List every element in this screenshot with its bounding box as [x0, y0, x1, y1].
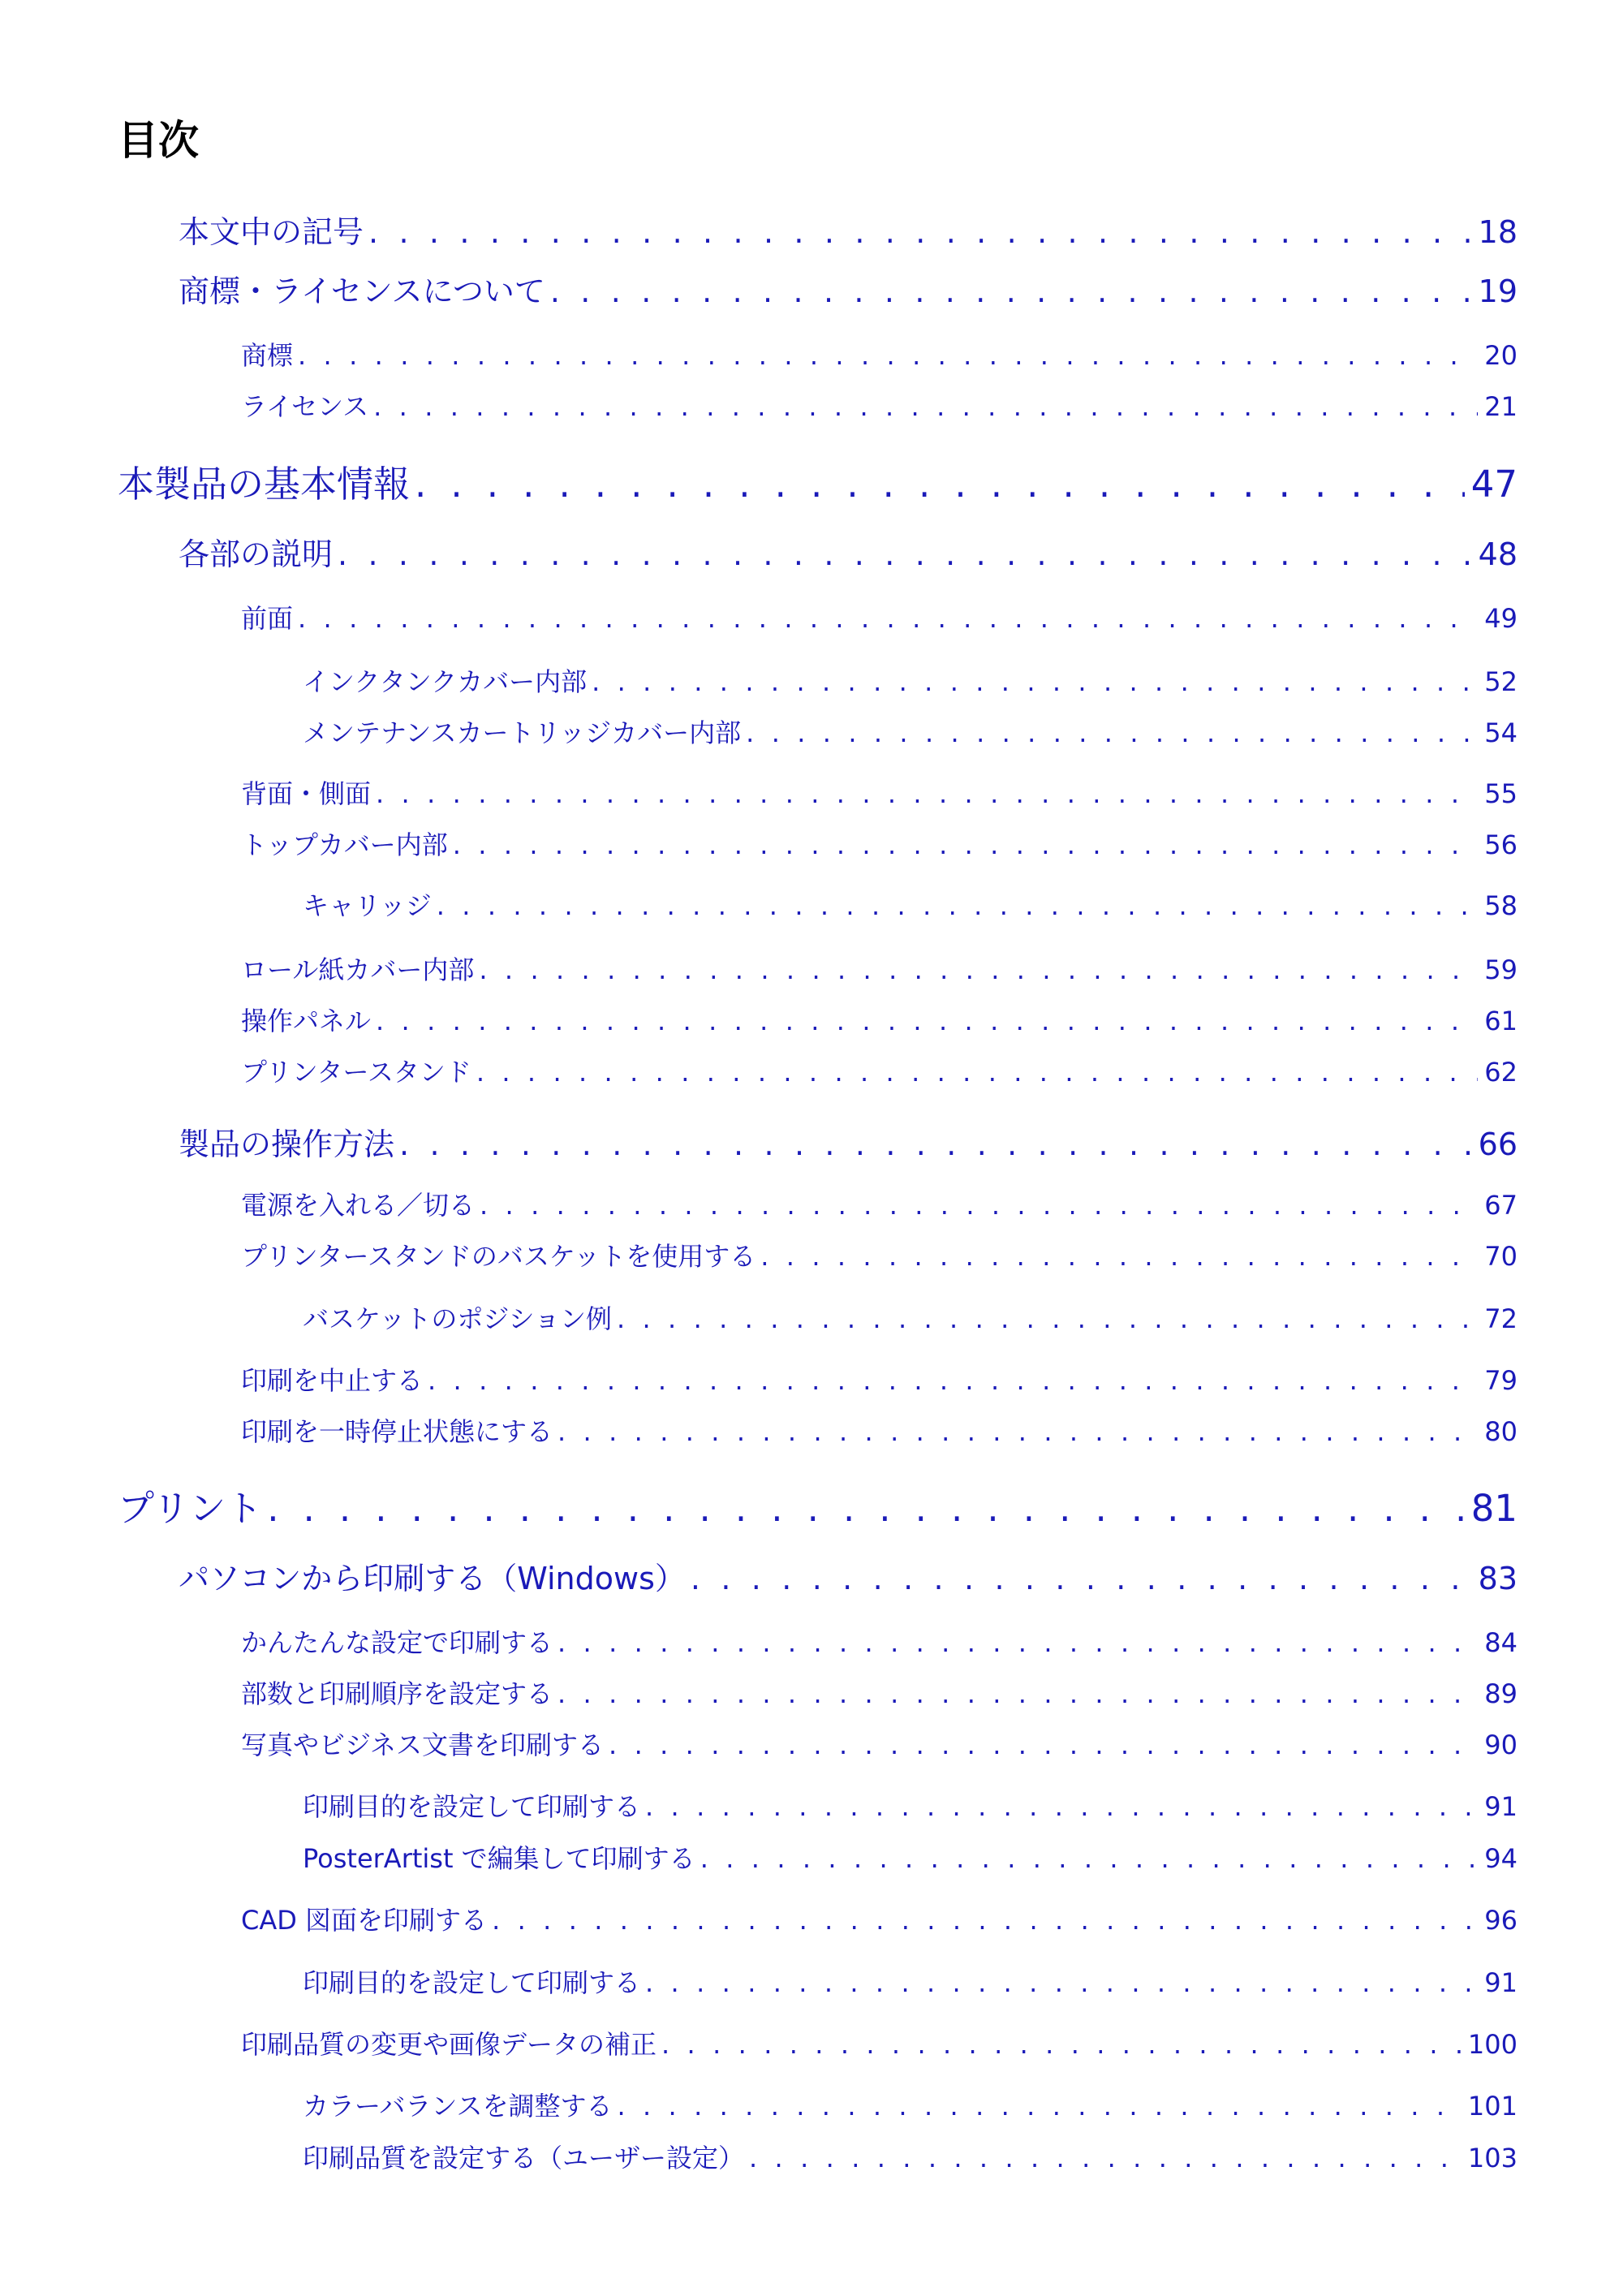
- toc-entry-text: 背面・側面: [241, 778, 372, 809]
- toc-entry-text: パソコンから印刷する（Windows）: [179, 1561, 686, 1596]
- toc-entry[interactable]: [0, 1052, 1518, 1088]
- toc-page-number: 80: [1484, 1416, 1518, 1447]
- dot-leader: [479, 954, 1478, 985]
- dot-leader: [550, 274, 1472, 309]
- toc-entry-text: CAD 図面を印刷する: [241, 1905, 488, 1936]
- toc-page-number: 19: [1478, 274, 1518, 309]
- toc-page-number: 49: [1484, 603, 1518, 634]
- dot-leader: [645, 1967, 1478, 1998]
- dot-leader: [428, 1365, 1478, 1396]
- dot-leader: [558, 1416, 1478, 1447]
- toc-entry[interactable]: [0, 1360, 1518, 1396]
- toc-entry[interactable]: [0, 335, 1518, 371]
- dot-leader: [700, 1843, 1479, 1874]
- toc-entry-text: 商標・ライセンスについて: [179, 274, 545, 309]
- dot-leader: [476, 1057, 1478, 1088]
- toc-page-number: 103: [1467, 2143, 1518, 2173]
- toc-page-number: 52: [1484, 666, 1518, 697]
- toc-entry[interactable]: [0, 207, 1518, 249]
- toc-entry[interactable]: [0, 386, 1518, 422]
- toc-entry[interactable]: [0, 2024, 1518, 2060]
- toc-entry[interactable]: [0, 1622, 1518, 1658]
- toc-entry[interactable]: [0, 661, 1518, 697]
- toc-page-number: 58: [1484, 890, 1518, 921]
- toc-page-number: 59: [1484, 954, 1518, 985]
- toc-entry-text: 写真やビジネス文書を印刷する: [241, 1730, 605, 1760]
- toc-entry-text: 操作パネル: [241, 1006, 372, 1036]
- toc-entry[interactable]: [0, 825, 1518, 860]
- toc-page-number: 101: [1467, 2091, 1518, 2122]
- toc-entry[interactable]: [0, 1725, 1518, 1760]
- toc-entry-text: PosterArtist で編集して印刷する: [303, 1843, 695, 1874]
- toc-page-number: 21: [1484, 391, 1518, 422]
- toc-entry-text: プリンタースタンドのバスケットを使用する: [241, 1241, 756, 1272]
- dot-leader: [691, 1561, 1472, 1596]
- toc-entry[interactable]: [0, 1119, 1518, 1161]
- toc-page-number: 96: [1484, 1905, 1518, 1936]
- toc-entry[interactable]: [0, 2138, 1518, 2173]
- dot-leader: [558, 1678, 1478, 1709]
- dot-leader: [399, 1126, 1472, 1162]
- dot-leader: [376, 1006, 1478, 1036]
- dot-leader: [480, 1190, 1478, 1221]
- toc-entry[interactable]: [0, 529, 1518, 571]
- toc-entry-text: ライセンス: [241, 391, 369, 422]
- toc-page-number: 67: [1484, 1190, 1518, 1221]
- toc-entry-text: 本製品の基本情報: [118, 463, 411, 506]
- toc-entry[interactable]: [0, 1236, 1518, 1272]
- toc-entry-text: バスケットのポジション例: [303, 1303, 612, 1334]
- dot-leader: [437, 890, 1479, 921]
- toc-entry-text: メンテナンスカートリッジカバー内部: [303, 717, 742, 748]
- dot-leader: [298, 603, 1478, 634]
- toc-entry-text: 商標: [241, 340, 294, 371]
- toc-page-number: 81: [1470, 1487, 1518, 1530]
- toc-page-number: 90: [1484, 1730, 1518, 1760]
- dot-leader: [645, 1791, 1478, 1822]
- toc-entry[interactable]: [0, 1786, 1518, 1822]
- toc-page-number: 18: [1478, 214, 1518, 250]
- toc-entry[interactable]: [0, 1553, 1518, 1596]
- toc-entry[interactable]: [0, 2086, 1518, 2122]
- toc-entry-text: 本文中の記号: [179, 214, 364, 250]
- toc-entry[interactable]: [0, 598, 1518, 634]
- toc-entry-text: プリンタースタンド: [241, 1057, 471, 1088]
- toc-entry[interactable]: [0, 1674, 1518, 1709]
- dot-leader: [373, 391, 1478, 422]
- toc-entry-text: かんたんな設定で印刷する: [241, 1627, 553, 1658]
- toc-entry-text: 印刷目的を設定して印刷する: [303, 1791, 641, 1822]
- dot-leader: [492, 1905, 1478, 1936]
- toc-entry-text: 印刷品質を設定する（ユーザー設定）: [303, 2143, 745, 2173]
- toc-page-number: 72: [1484, 1303, 1518, 1334]
- toc-page-number: 54: [1484, 717, 1518, 748]
- dot-leader: [415, 463, 1465, 506]
- dot-leader: [453, 829, 1479, 860]
- toc-page-number: 70: [1484, 1241, 1518, 1272]
- toc-page-number: 83: [1478, 1561, 1518, 1596]
- toc-entry[interactable]: [0, 885, 1518, 921]
- toc-entry[interactable]: [0, 1001, 1518, 1036]
- toc-page-number: 20: [1484, 340, 1518, 371]
- dot-leader: [617, 1303, 1478, 1334]
- toc-page-number: 66: [1478, 1126, 1518, 1162]
- toc-entry-text: 印刷を中止する: [241, 1365, 424, 1396]
- dot-leader: [368, 214, 1472, 250]
- toc-entry[interactable]: [0, 454, 1518, 505]
- toc-page-number: 94: [1484, 1843, 1518, 1874]
- toc-page-number: 48: [1478, 536, 1518, 572]
- toc-entry[interactable]: [0, 1479, 1518, 1529]
- toc-page-number: 91: [1484, 1967, 1518, 1998]
- toc-page-number: 89: [1484, 1678, 1518, 1709]
- toc-page-number: 61: [1484, 1006, 1518, 1036]
- toc-page-number: 47: [1470, 463, 1518, 506]
- toc-entry-text: 部数と印刷順序を設定する: [241, 1678, 553, 1709]
- toc-entry[interactable]: [0, 1411, 1518, 1447]
- toc-entry-text: インクタンクカバー内部: [303, 666, 588, 697]
- toc-entry-text: 印刷品質の変更や画像データの補正: [241, 2029, 657, 2060]
- dot-leader: [376, 778, 1478, 809]
- toc-entry-text: 電源を入れる／切る: [241, 1190, 476, 1221]
- toc-entry[interactable]: [0, 1299, 1518, 1334]
- dot-leader: [558, 1627, 1478, 1658]
- page-title: 目次: [118, 117, 199, 164]
- toc-entry-text: ロール紙カバー内部: [241, 954, 475, 985]
- toc-entry[interactable]: [0, 1962, 1518, 1998]
- dot-leader: [609, 1730, 1478, 1760]
- toc-entry-text: キャリッジ: [303, 890, 432, 921]
- dot-leader: [267, 1487, 1465, 1530]
- dot-leader: [592, 666, 1478, 697]
- toc-entry-text: 前面: [241, 603, 294, 634]
- dot-leader: [760, 1241, 1478, 1272]
- toc-entry[interactable]: [0, 1185, 1518, 1221]
- dot-leader: [298, 340, 1478, 371]
- toc-entry-text: プリント: [118, 1487, 263, 1530]
- toc-entry[interactable]: [0, 950, 1518, 985]
- toc-entry-text: 各部の説明: [179, 536, 334, 572]
- toc-page-number: 55: [1484, 778, 1518, 809]
- toc-entry-text: 印刷目的を設定して印刷する: [303, 1967, 641, 1998]
- toc-page-number: 91: [1484, 1791, 1518, 1822]
- toc-page-number: 56: [1484, 829, 1518, 860]
- toc-entry-text: 製品の操作方法: [179, 1126, 395, 1162]
- toc-entry[interactable]: [0, 713, 1518, 748]
- toc-entry-text: トップカバー内部: [241, 829, 448, 860]
- toc-entry[interactable]: [0, 1838, 1518, 1874]
- dot-leader: [746, 717, 1478, 748]
- toc-entry[interactable]: [0, 773, 1518, 809]
- toc-page-number: 84: [1484, 1627, 1518, 1658]
- toc-entry[interactable]: [0, 266, 1518, 308]
- toc-entry[interactable]: [0, 1900, 1518, 1936]
- dot-leader: [749, 2143, 1462, 2173]
- dot-leader: [617, 2091, 1461, 2122]
- toc-entry-text: 印刷を一時停止状態にする: [241, 1416, 553, 1447]
- toc-page-number: 62: [1484, 1057, 1518, 1088]
- dot-leader: [338, 536, 1472, 572]
- toc-page-number: 100: [1467, 2029, 1518, 2060]
- dot-leader: [661, 2029, 1462, 2060]
- toc-page-number: 79: [1484, 1365, 1518, 1396]
- toc-entry-text: カラーバランスを調整する: [303, 2091, 613, 2122]
